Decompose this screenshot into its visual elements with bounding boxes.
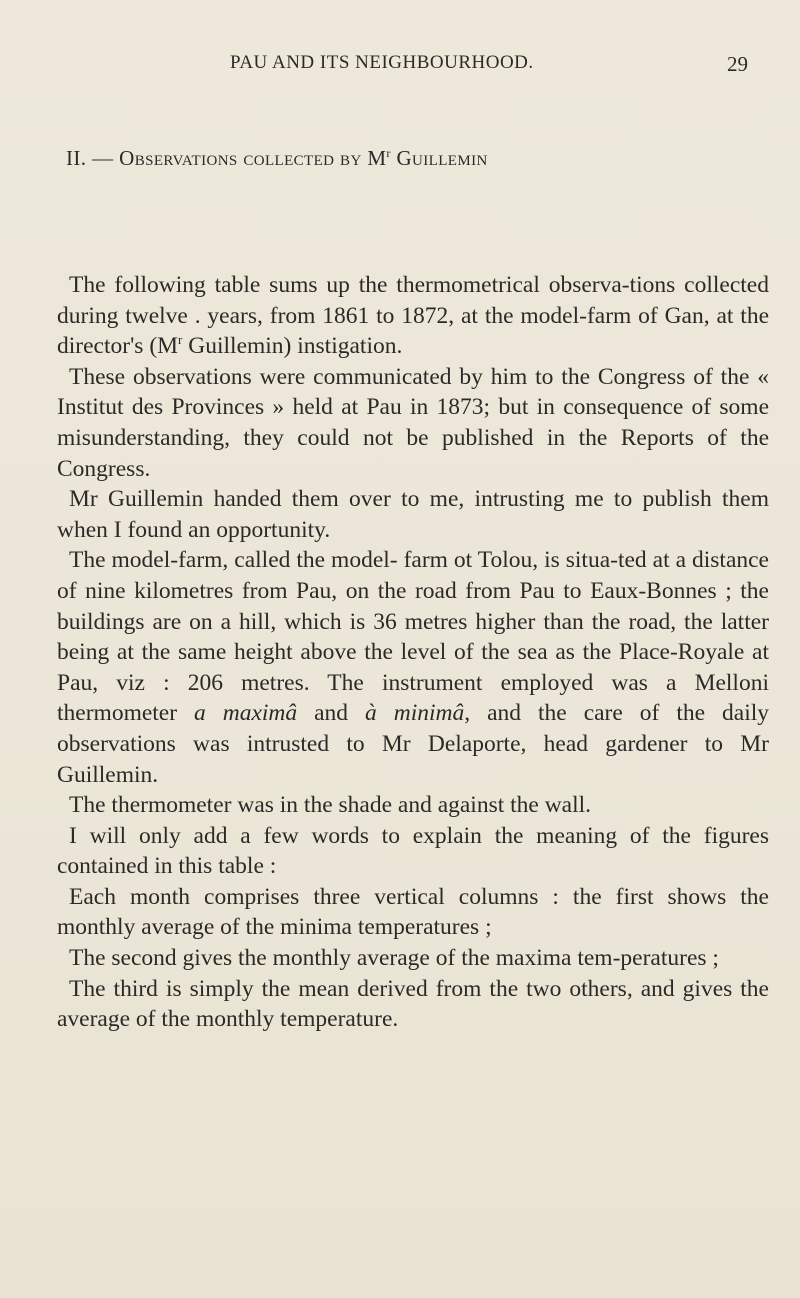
paragraph-1-sup: r: [178, 332, 183, 348]
paragraph-9: The third is simply the mean derived from the two others, and gives the average of the monthly temperature.: [57, 975, 769, 1033]
section-title-part1: Observations collected by M: [119, 146, 387, 170]
running-head: [0, 52, 800, 82]
section-title-sup: r: [386, 146, 391, 160]
paragraph-4: [57, 545, 769, 790]
paragraph-1: [57, 270, 769, 362]
running-title: PAU AND ITS NEIGHBOURHOOD.: [230, 52, 534, 73]
section-title-part2: Guillemin: [390, 146, 488, 170]
section-number: II. —: [66, 146, 114, 170]
paragraph-2: These observations were communicated by him to the Congress of the « Institut des Provinces » held at Pau in 1873; but in consequence of some misunderstanding, they could not be published in the Reports of the Congress.: [57, 363, 769, 482]
body-text: [57, 270, 769, 1035]
paragraph-8: The second gives the monthly average of the maxima tem-peratures ;: [69, 945, 719, 972]
paragraph-1-text-a: The following table sums up the thermometrical observa-tions collected during twelve . years, from 1861 to 1872, at the model-farm of Gan, at the director's (M: [57, 272, 769, 360]
paragraph-4-italic-1: a maximâ: [194, 700, 298, 727]
paragraph-4-text-b: , and the care of the daily observations was intrusted to Mr Delaporte, head gardener to Mr Guillemin.: [57, 700, 770, 788]
paragraph-1-text-b: Guillemin) instigation.: [182, 333, 403, 360]
paragraph-3: Mr Guillemin handed them over to me, intrusting me to publish them when I found an opportunity.: [57, 486, 769, 543]
section-heading: [66, 146, 766, 171]
paragraph-5: The thermometer was in the shade and against the wall.: [69, 792, 592, 819]
paragraph-4-text-mid: and: [297, 700, 366, 727]
page-number: 29: [727, 52, 748, 76]
paragraph-4-italic-2: à minimâ: [365, 700, 465, 727]
paragraph-7: Each month comprises three vertical columns : the first shows the monthly average of the minima temperatures ;: [57, 883, 769, 941]
paragraph-4-text-a: The model-farm, called the model- farm ot Tolou, is situa-ted at a distance of nine kilometres from Pau, on the road from Pau to Eaux-Bonnes ; the buildings are on a hill, which is 36 metres higher than the road, the latter being at the same height above the level of the sea as the Place-Royale at Pau, viz : 206 metres. The instrument employed was a Melloni thermometer: [57, 547, 769, 727]
paragraph-6: I will only add a few words to explain the meaning of the figures contained in this table :: [57, 822, 769, 880]
